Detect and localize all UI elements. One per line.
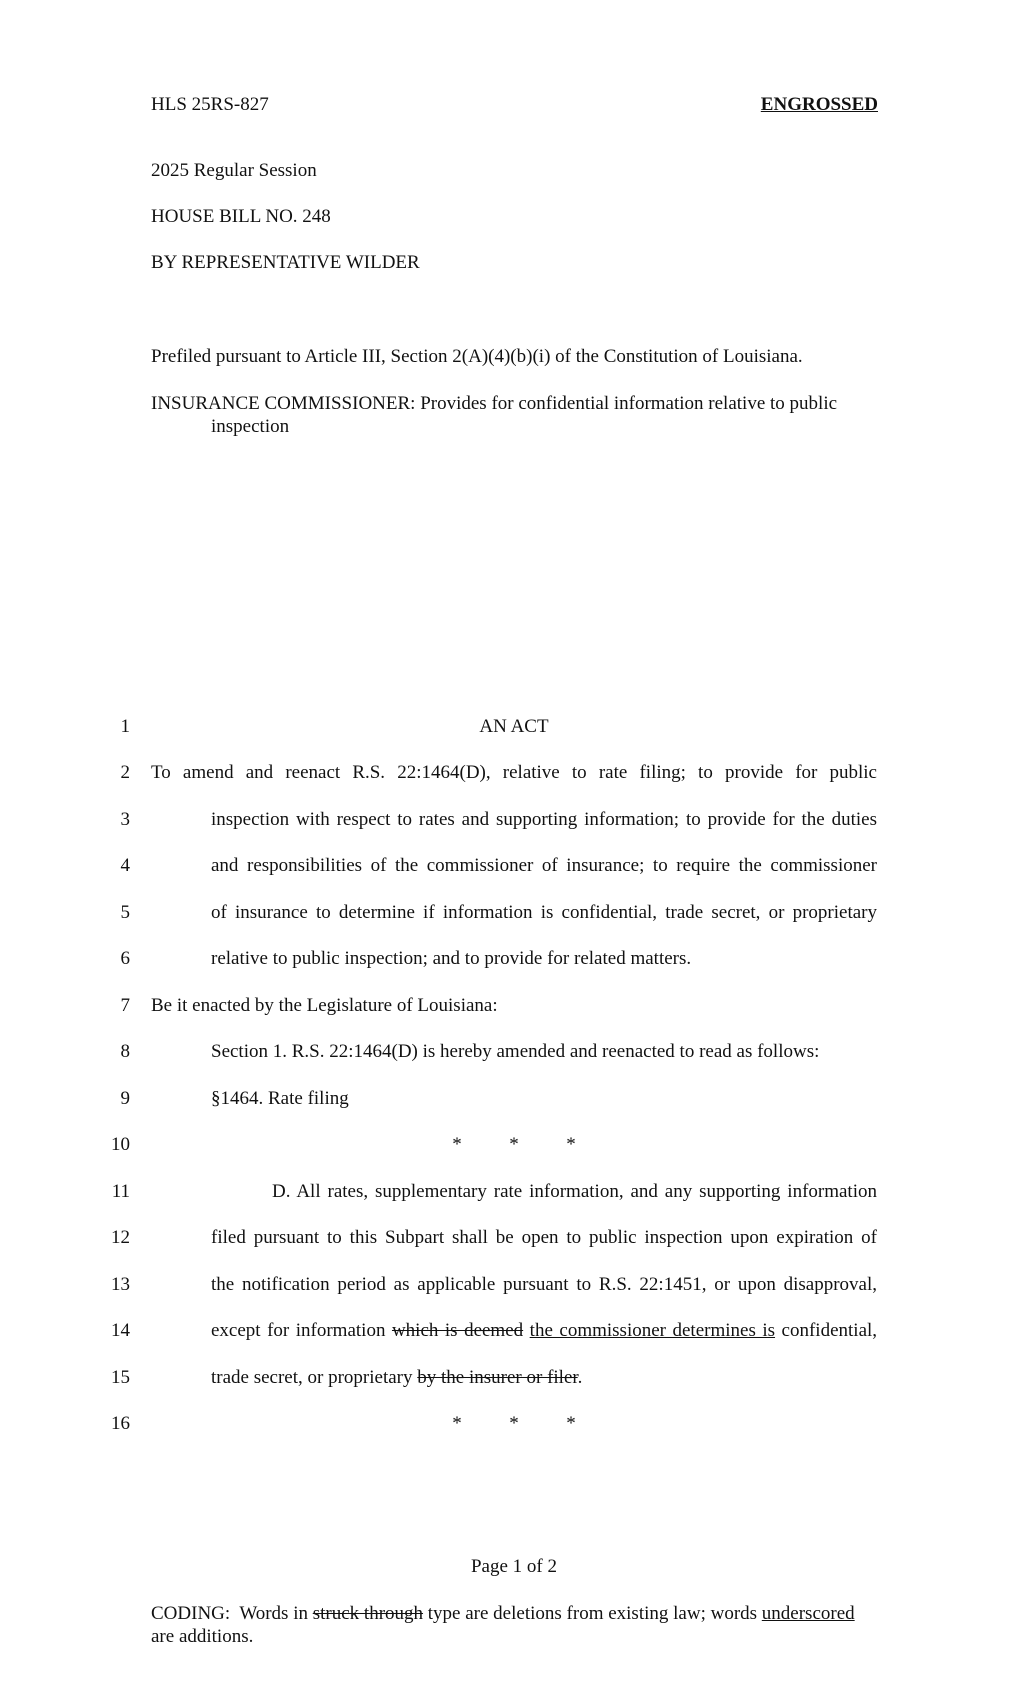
line-number: 2 (120, 762, 130, 783)
status-badge: ENGROSSED (760, 94, 878, 115)
line-number: 10 (111, 1134, 130, 1155)
coding-note-line-2: are additions. (151, 1626, 254, 1647)
body-line-amended: trade secret, or proprietary by the insurer or filer. (211, 1367, 583, 1388)
line-number: 3 (120, 809, 130, 830)
body-line: filed pursuant to this Subpart shall be open to public inspection upon expiration of (211, 1227, 877, 1248)
digest-line-2: inspection (211, 416, 290, 437)
line-number: 4 (120, 855, 130, 876)
section-heading: Section 1. R.S. 22:1464(D) is hereby amended and reenacted to read as follows: (211, 1041, 820, 1062)
body-line-amended: except for information which is deemed the commissioner determines is confidential, (211, 1320, 878, 1341)
line-number: 13 (111, 1274, 130, 1295)
digest-line-1: INSURANCE COMMISSIONER: Provides for confidential information relative to public (151, 393, 838, 414)
line-number: 15 (111, 1367, 130, 1388)
line-number: 9 (120, 1088, 130, 1109)
session: 2025 Regular Session (151, 160, 317, 181)
bill-code: HLS 25RS-827 (151, 94, 269, 115)
line-number: 7 (120, 995, 130, 1016)
body-line: and responsibilities of the commissioner of insurance; to require the commissioner (211, 855, 877, 876)
page-number: Page 1 of 2 (470, 1556, 557, 1577)
struck-text: which is deemed (391, 1320, 524, 1341)
body-line: of insurance to determine if information is confidential, trade secret, or proprietary (211, 902, 877, 923)
bill-number: HOUSE BILL NO. 248 (151, 206, 331, 227)
body-line: To amend and reenact R.S. 22:1464(D), relative to rate filing; to provide for public (151, 762, 877, 783)
underscored-example: underscored (761, 1603, 855, 1624)
line-number: 12 (111, 1227, 130, 1248)
act-title: AN ACT (479, 716, 549, 737)
line-number: 8 (120, 1041, 130, 1062)
body-line: inspection with respect to rates and supporting information; to provide for the duties (211, 809, 877, 830)
added-text: the commissioner determines is (529, 1320, 776, 1341)
enacting-clause: Be it enacted by the Legislature of Louisiana: (151, 995, 498, 1016)
struck-example: struck through (312, 1603, 424, 1624)
statute-title: §1464. Rate filing (211, 1088, 349, 1109)
line-number: 6 (120, 948, 130, 969)
line-number: 11 (111, 1181, 130, 1202)
omission-stars: * * * (452, 1413, 576, 1434)
line-number: 16 (111, 1413, 130, 1434)
struck-text: by the insurer or filer (417, 1367, 578, 1388)
body-line: D. All rates, supplementary rate information, and any supporting information (272, 1181, 877, 1202)
prefiled-note: Prefiled pursuant to Article III, Section 2(A)(4)(b)(i) of the Constitution of Louisiana. (151, 346, 803, 367)
body-line: the notification period as applicable pursuant to R.S. 22:1451, or upon disapproval, (211, 1274, 877, 1295)
omission-stars: * * * (452, 1134, 576, 1155)
line-number: 14 (111, 1320, 130, 1341)
body-line: relative to public inspection; and to provide for related matters. (211, 948, 692, 969)
coding-note-line-1: CODING: Words in struck through type are deletions from existing law; words underscored (151, 1603, 855, 1624)
line-number: 1 (120, 716, 130, 737)
sponsor: BY REPRESENTATIVE WILDER (151, 252, 420, 273)
line-number: 5 (120, 902, 130, 923)
